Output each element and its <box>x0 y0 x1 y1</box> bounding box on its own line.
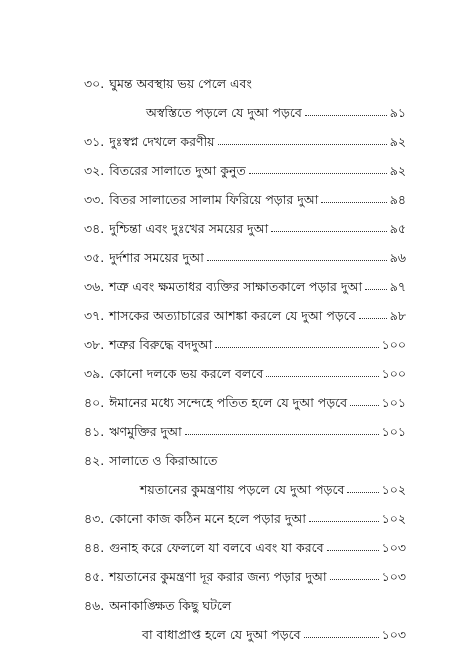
entry-title: দুঃস্বপ্ন দেখলে করণীয় <box>109 133 215 149</box>
dot-leader <box>321 202 386 203</box>
dot-leader <box>327 550 379 551</box>
toc-entry-41[interactable] <box>84 409 406 438</box>
dot-leader <box>215 347 378 348</box>
entry-number: ৪১. <box>84 423 105 439</box>
entry-number: ৩২. <box>84 162 105 178</box>
entry-title: অনাকাঙ্ক্ষিত কিছু ঘটলে <box>109 597 232 613</box>
entry-number: ৩৫. <box>84 249 105 265</box>
table-of-contents <box>84 70 406 641</box>
dot-leader <box>330 579 379 580</box>
entry-title: শয়তানের কুমন্ত্রণা দূর করার জন্য পড়ার দুআ <box>109 568 327 584</box>
entry-page-number: ১০৩ <box>381 539 406 555</box>
dot-leader <box>305 115 387 116</box>
entry-title-continued: শয়তানের কুমন্ত্রণায় পড়লে যে দুআ পড়বে <box>140 481 345 497</box>
entry-page-number: ৯৬ <box>389 249 406 265</box>
dot-leader <box>304 637 379 638</box>
entry-title: সালাতে ও কিরাআতে <box>109 452 218 468</box>
entry-page-number: ৯৭ <box>389 278 406 294</box>
entry-number: ৩৯. <box>84 365 105 381</box>
toc-entry-42[interactable] <box>84 438 406 496</box>
dot-leader <box>249 173 387 174</box>
entry-title: কোনো দলকে ভয় করলে বলবে <box>109 365 264 381</box>
dot-leader <box>266 376 378 377</box>
entry-page-number: ৯১ <box>389 104 406 120</box>
entry-page-number: ১০০ <box>381 336 406 352</box>
entry-title: গুনাহ করে ফেললে যা বলবে এবং যা করবে <box>109 539 324 555</box>
entry-title: কোনো কাজ কঠিন মনে হলে পড়ার দুআ <box>109 510 307 526</box>
toc-entry-30[interactable] <box>84 70 406 119</box>
dot-leader <box>309 521 379 522</box>
toc-entry-45[interactable] <box>84 554 406 583</box>
entry-number: ৩৭. <box>84 307 105 323</box>
entry-title: বিতরের সালাতে দুআ কুনুত <box>109 162 246 178</box>
entry-page-number: ১০৩ <box>381 626 406 642</box>
entry-page-number: ১০০ <box>381 365 406 381</box>
entry-number: ৪৬. <box>84 597 105 613</box>
entry-page-number: ৯৪ <box>389 191 406 207</box>
toc-entry-44[interactable] <box>84 525 406 554</box>
dot-leader <box>207 260 387 261</box>
entry-page-number: ১০১ <box>381 423 406 439</box>
toc-entry-34[interactable] <box>84 206 406 235</box>
entry-number: ৩০. <box>84 75 105 91</box>
entry-number: ৪২. <box>84 452 105 468</box>
entry-title: ঋণমুক্তির দুআ <box>109 423 182 439</box>
toc-entry-43[interactable] <box>84 496 406 525</box>
entry-page-number: ১০৩ <box>381 568 406 584</box>
entry-number: ৩৪. <box>84 220 105 236</box>
entry-title: শাসকের অত্যাচারের আশঙ্কা করলে যে দুআ পড়বে <box>109 307 356 323</box>
toc-entry-33[interactable] <box>84 177 406 206</box>
entry-page-number: ৯২ <box>389 162 406 178</box>
entry-page-number: ১০১ <box>381 394 406 410</box>
entry-title: ঘুমন্ত অবস্থায় ভয় পেলে এবং <box>109 75 252 91</box>
toc-entry-35[interactable] <box>84 235 406 264</box>
toc-entry-40[interactable] <box>84 380 406 409</box>
entry-number: ৩৮. <box>84 336 105 352</box>
dot-leader <box>350 405 378 406</box>
toc-entry-38[interactable] <box>84 322 406 351</box>
dot-leader <box>347 492 378 493</box>
entry-title: শত্রুর বিরুদ্ধে বদদুআ <box>109 336 213 352</box>
entry-number: ৩৩. <box>84 191 105 207</box>
entry-number: ৪৩. <box>84 510 105 526</box>
entry-number: ৪৫. <box>84 568 105 584</box>
entry-page-number: ৯৮ <box>389 307 406 323</box>
toc-entry-37[interactable] <box>84 293 406 322</box>
entry-title: দুর্দশার সময়ের দুআ <box>109 249 204 265</box>
entry-number: ৩৬. <box>84 278 105 294</box>
toc-entry-46[interactable] <box>84 583 406 641</box>
toc-entry-32[interactable] <box>84 148 406 177</box>
dot-leader <box>218 144 387 145</box>
entry-title-continued: বা বাধাপ্রাপ্ত হলে যে দুআ পড়বে <box>142 626 301 642</box>
toc-entry-36[interactable] <box>84 264 406 293</box>
entry-page-number: ১০২ <box>381 481 406 497</box>
dot-leader <box>359 318 387 319</box>
entry-title: বিতর সালাতের সালাম ফিরিয়ে পড়ার দুআ <box>109 191 319 207</box>
entry-number: ৪০. <box>84 394 105 410</box>
dot-leader <box>365 289 387 290</box>
entry-number: ৩১. <box>84 133 105 149</box>
entry-page-number: ৯৫ <box>389 220 406 236</box>
entry-page-number: ১০২ <box>381 510 406 526</box>
entry-title: দুশ্চিন্তা এবং দুঃখের সময়ের দুআ <box>109 220 269 236</box>
entry-title-continued: অস্বস্তিতে পড়লে যে দুআ পড়বে <box>146 104 302 120</box>
entry-title: ঈমানের মধ্যে সন্দেহে পতিত হলে যে দুআ পড়বে <box>109 394 348 410</box>
entry-title: শত্রু এবং ক্ষমতাধর ব্যক্তির সাক্ষাতকালে পড়ার দুআ <box>109 278 363 294</box>
entry-number: ৪৪. <box>84 539 105 555</box>
dot-leader <box>271 231 387 232</box>
toc-entry-31[interactable] <box>84 119 406 148</box>
dot-leader <box>185 434 379 435</box>
toc-entry-39[interactable] <box>84 351 406 380</box>
entry-page-number: ৯২ <box>389 133 406 149</box>
